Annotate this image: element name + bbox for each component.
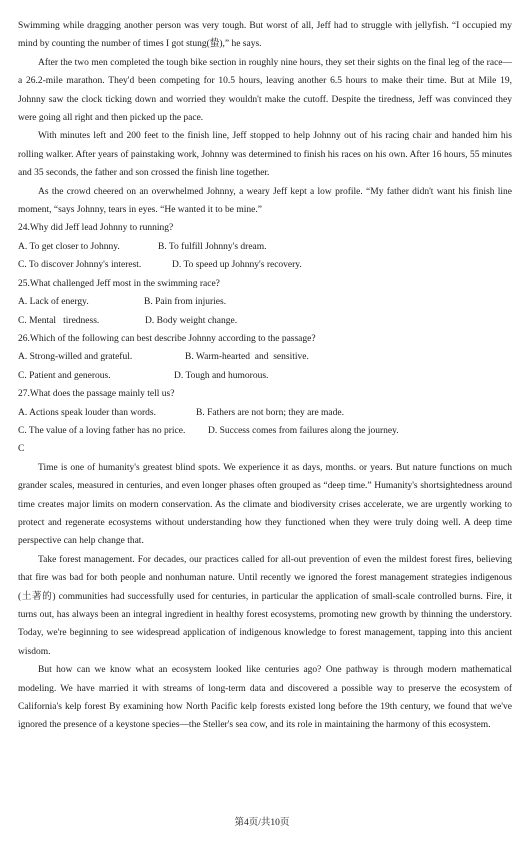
option-row [18, 293, 512, 311]
paragraph: As the crowd cheered on an overwhelmed Johnny, a weary Jeff kept a low profile. “My father didn't want his finish line moment, “says Johnny, tears in eyes. “He wanted it to be mine.” [18, 186, 512, 216]
paragraph: But how can we know what an ecosystem looked like centuries ago? One pathway is through modern mathematical modeling. We have married it with streams of long-term data and discovered a possible way to preserve the ecosystem of California's kelp forest By examining how North Pacific kelp forests existed long before the 19th century, we found that we've ignored the presence of a keystone species—the Steller's sea cow, and its role in maintaining the harmony of this ecosystem. [18, 665, 512, 731]
paragraph: Take forest management. For decades, our practices called for all-out prevention of even the mildest forest fires, believing that fire was bad for both people and nonhuman nature. Until recently we ignored the forest management strategies indigenous (土著的) communities had successfully used for centuries, in particular the application of small-scale controlled burns. Fire, it turns out, has always been an integral ingredient in healthy forest ecosystems, promoting new growth by thinning the understory. Today, we're beginning to see widespread application of indigenous knowledge to forest management, tapping into this ancient wisdom. [18, 554, 512, 657]
question-stem: 26.Which of the following can best describe Johnny according to the passage? [18, 333, 316, 344]
option-row [18, 238, 512, 256]
option-row [18, 367, 512, 385]
section-label: C [18, 444, 25, 455]
question-stem: 24.Why did Jeff lead Johnny to running? [18, 223, 174, 234]
page-content [18, 17, 512, 735]
paragraph: Swimming while dragging another person was very tough. But worst of all, Jeff had to struggle with jellyfish. “I occupied my mind by counting the number of times I got stung(蛰),” he says. [18, 21, 512, 50]
option-row [18, 312, 512, 330]
option-b[interactable]: B. Fathers are not born; they are made. [196, 407, 344, 418]
paragraph: After the two men completed the tough bike section in roughly nine hours, they set their sights on the final leg of the race—a 26.2-mile marathon. They'd been competing for 10.5 hours, leaving another 6.5 hours to make their time. But at Mile 19, Johnny saw the clock ticking down and worried they wouldn't make the cutoff. Despite the tiredness, Jeff was convinced they were going all right and then picked up the pace. [18, 57, 512, 124]
option-c[interactable]: C. The value of a loving father has no price. [18, 425, 186, 436]
option-a[interactable]: A. Actions speak louder than words. [18, 407, 156, 418]
option-row [18, 348, 512, 366]
option-c[interactable]: C. Patient and generous. [18, 370, 111, 381]
option-a[interactable]: A. Lack of energy. [18, 297, 89, 308]
option-d[interactable]: D. Success comes from failures along the journey. [208, 425, 399, 436]
option-row [18, 404, 512, 422]
question-stem: 25.What challenged Jeff most in the swimming race? [18, 278, 220, 289]
option-a[interactable]: A. Strong-willed and grateful. [18, 352, 133, 363]
page-number: 第4页/共10页 [234, 818, 290, 828]
option-b[interactable]: B. To fulfill Johnny's dream. [158, 241, 267, 252]
option-b[interactable]: B. Pain from injuries. [144, 297, 227, 308]
question-24 [18, 219, 512, 274]
option-d[interactable]: D. Tough and humorous. [174, 370, 269, 381]
paragraph: Time is one of humanity's greatest blind spots. We experience it as days, months. or years. But nature functions on much grander scales, measured in centuries, and even longer phases often grouped as “deep time.” Humanity's shortsightedness around time creates major limits on modern conservation. As the climate and biodiversity crises accelerate, we are urgently working to protect and regenerate ecosystems without understanding how they functioned when they were truly doing well. A deep time perspective can help change that. [18, 462, 512, 547]
paragraph: With minutes left and 200 feet to the finish line, Jeff stopped to help Johnny out of his racing chair and handed him his rolling walker. After years of painstaking work, Johnny was determined to finish his races on his own. After 16 hours, 55 minutes and 35 seconds, the father and son crossed the finish line together. [18, 131, 512, 179]
question-stem: 27.What does the passage mainly tell us? [18, 389, 175, 400]
option-d[interactable]: D. Body weight change. [145, 315, 238, 326]
option-b[interactable]: B. Warm-hearted and sensitive. [185, 352, 309, 363]
question-25 [18, 275, 512, 330]
option-c[interactable]: C. To discover Johnny's interest. [18, 260, 142, 271]
question-26 [18, 330, 512, 385]
option-d[interactable]: D. To speed up Johnny's recovery. [172, 260, 302, 271]
option-c[interactable]: C. Mental tiredness. [18, 315, 100, 326]
option-row [18, 256, 512, 274]
option-a[interactable]: A. To get closer to Johnny. [18, 241, 120, 252]
option-row [18, 422, 512, 440]
question-27 [18, 385, 512, 440]
